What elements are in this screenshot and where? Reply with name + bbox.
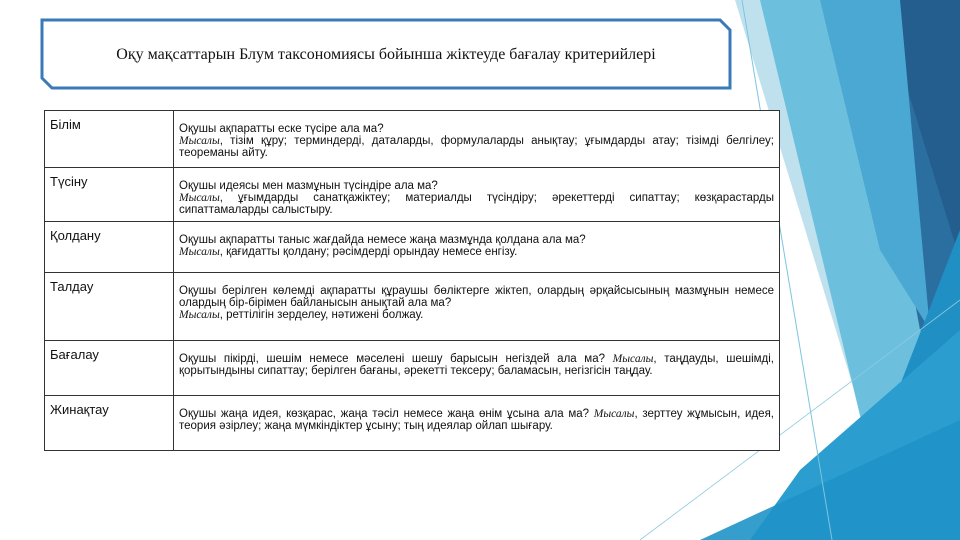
- table-row: [45, 341, 780, 396]
- example-label: Мысалы: [179, 309, 220, 321]
- level-cell: Білім: [45, 111, 174, 168]
- page-title: Оқу мақсаттарын Блум таксономиясы бойынша жіктеуде бағалау критерийлері: [116, 45, 656, 63]
- question-text: Оқушы берілген көлемді ақпаратты құраушы бөліктерге жіктеп, олардың әрқайсысының мазмұнын немесе олардың бір-бірімен байланысын анықтай ала ма?: [179, 285, 774, 309]
- table-row: [45, 273, 780, 341]
- example-label: Мысалы: [179, 192, 220, 204]
- description-cell: [174, 341, 780, 396]
- description-cell: [174, 111, 780, 168]
- description-cell: [174, 168, 780, 222]
- example-text: , таңдауды, шешімді, қорытындыны сипаттау; берілген бағаны, әрекетті тексеру; баламасын, негізгісін таңдау.: [179, 353, 774, 377]
- example-text: , ұғымдарды санатқажіктеу; материалды түсіндіру; әрекеттерді сипаттау; көзқарастарды сипаттамаларды салыстыру.: [179, 192, 774, 216]
- example-label: Мысалы: [612, 353, 654, 365]
- question-text: Оқушы пікірді, шешім немесе мәселені шешу барысын негіздей ала ма?: [179, 353, 605, 365]
- level-cell: Жинақтау: [45, 396, 174, 451]
- example-text: , зерттеу жұмысын, идея, теория әзірлеу; жаңа мүмкіндіктер ұсыну; тың идеялар ойлап шығару.: [179, 408, 774, 432]
- question-text: Оқушы ақпаратты еске түсіре ала ма?: [179, 123, 384, 135]
- level-cell: Қолдану: [45, 222, 174, 273]
- criteria-table: [44, 110, 780, 451]
- example-label: Мысалы: [593, 408, 635, 420]
- example-text: , реттілігін зерделеу, нәтижені болжау.: [219, 309, 424, 321]
- table-row: [45, 168, 780, 222]
- example-label: Мысалы: [179, 246, 220, 258]
- table-row: [45, 396, 780, 451]
- question-text: Оқушы жаңа идея, көзқарас, жаңа тәсіл немесе жаңа өнім ұсына ала ма?: [179, 408, 590, 420]
- level-cell: Түсіну: [45, 168, 174, 222]
- table-row: [45, 111, 780, 168]
- description-cell: [174, 273, 780, 341]
- level-cell: Талдау: [45, 273, 174, 341]
- description-cell: [174, 396, 780, 451]
- table-row: [45, 222, 780, 273]
- example-text: , қағидатты қолдану; рәсімдерді орындау немесе енгізу.: [219, 246, 518, 258]
- example-text: , тізім құру; терминдерді, даталарды, формулаларды анықтау; ұғымдарды атау; тізімді белгілеу; теореманы айту.: [179, 135, 774, 159]
- title-box: [40, 18, 732, 90]
- question-text: Оқушы ақпаратты таныс жағдайда немесе жаңа мазмұнда қолдана ала ма?: [179, 234, 586, 246]
- question-text: Оқушы идеясы мен мазмұнын түсіндіре ала ма?: [179, 180, 438, 192]
- description-cell: [174, 222, 780, 273]
- level-cell: Бағалау: [45, 341, 174, 396]
- example-label: Мысалы: [179, 135, 220, 147]
